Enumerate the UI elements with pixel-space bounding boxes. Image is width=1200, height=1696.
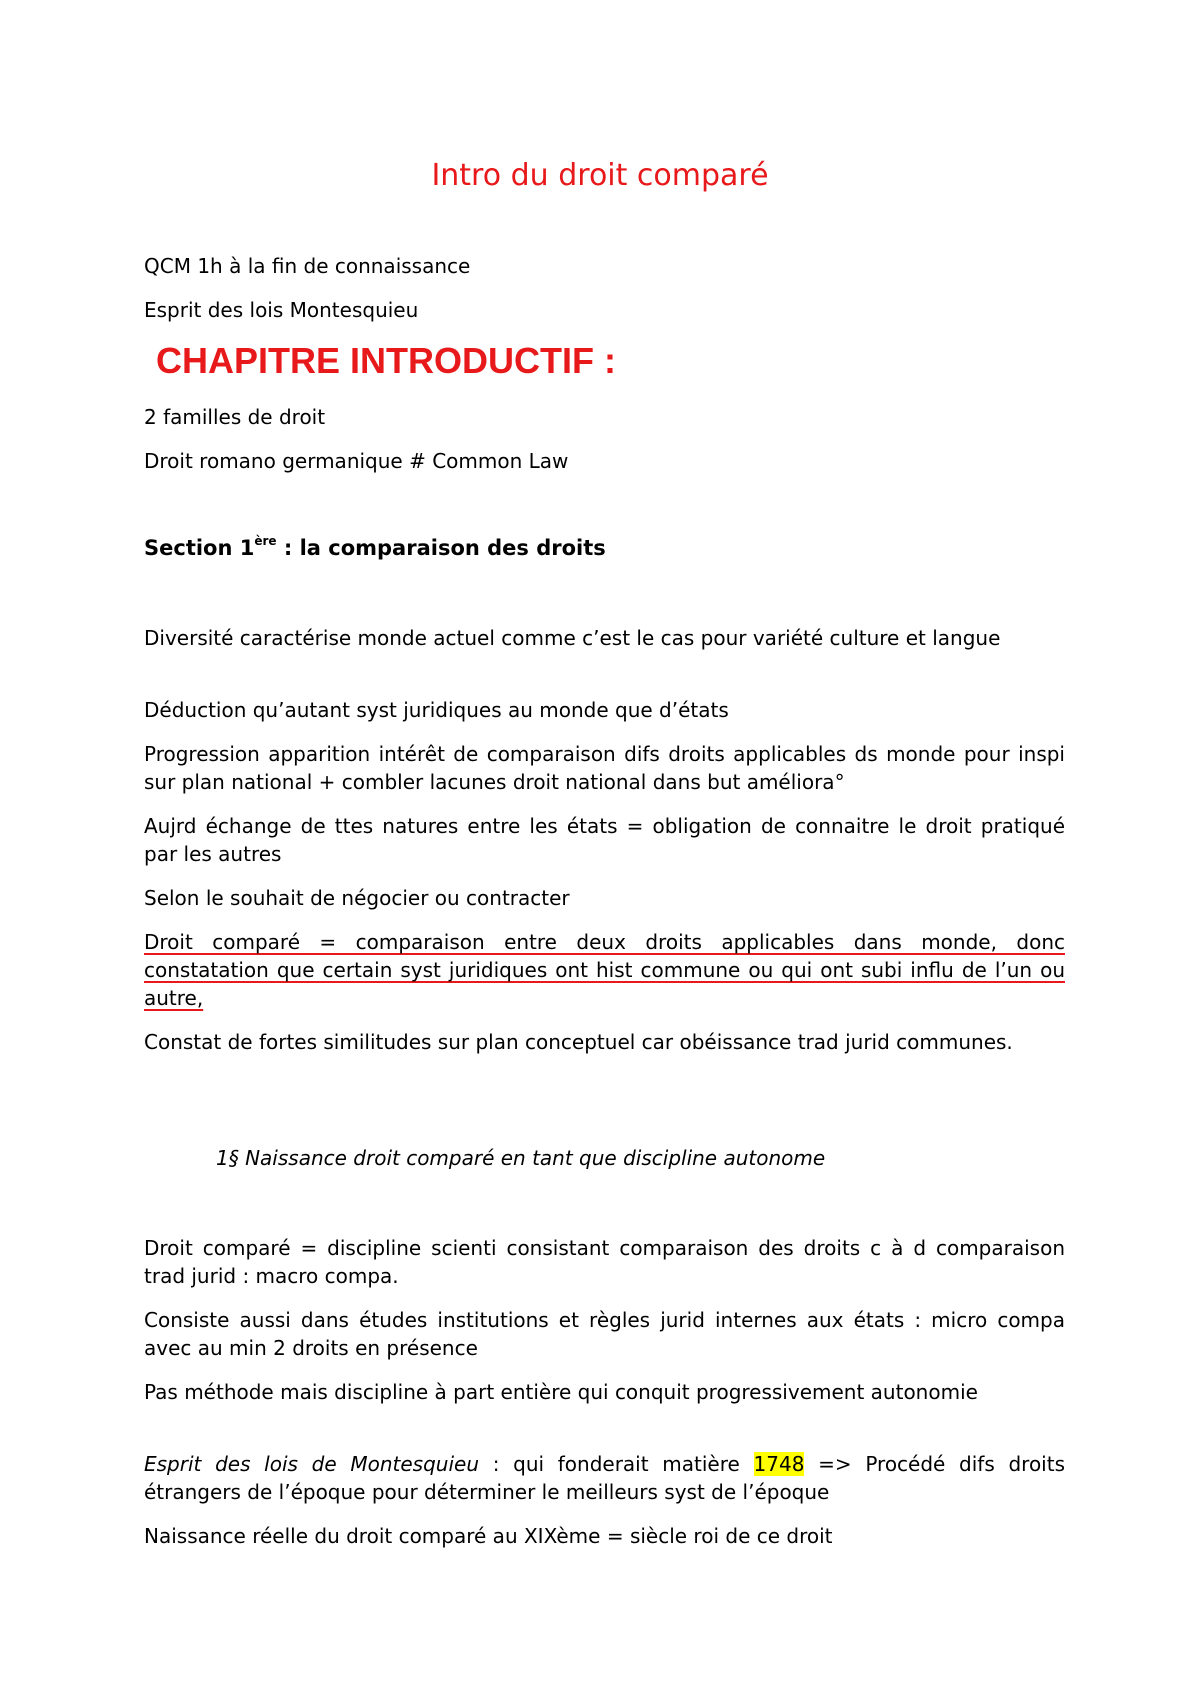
paragraph: Naissance réelle du droit comparé au XIXème = siècle roi de ce droit xyxy=(144,1524,833,1548)
paragraph-montesquieu xyxy=(144,1450,1065,1506)
montesquieu-text-end: => Procédé difs droits étrangers de l’époque pour déterminer le meilleurs syst de l’époque xyxy=(144,1452,1065,1504)
section-heading xyxy=(144,534,606,560)
paragraph: Droit comparé = discipline scienti consistant comparaison des droits c à d comparaison trad jurid : macro compa. xyxy=(144,1236,1065,1288)
intro-line: QCM 1h à la fin de connaissance xyxy=(144,254,471,278)
chapter-heading: CHAPITRE INTRODUCTIF : xyxy=(156,340,616,381)
families-line: Droit romano germanique # Common Law xyxy=(144,449,569,473)
families-line: 2 familles de droit xyxy=(144,405,326,429)
paragraph: Selon le souhait de négocier ou contracter xyxy=(144,886,570,910)
section-sup: ère xyxy=(254,534,277,548)
paragraph: Progression apparition intérêt de comparaison difs droits applicables ds monde pour inspi sur plan national + combler lacunes droit national dans but améliora° xyxy=(144,742,1065,794)
paragraph: Diversité caractérise monde actuel comme c’est le cas pour variété culture et langue xyxy=(144,626,1001,650)
document-title: Intro du droit comparé xyxy=(431,158,769,193)
paragraph: Consiste aussi dans études institutions et règles jurid internes aux états : micro compa avec au min 2 droits en présence xyxy=(144,1308,1065,1360)
paragraph: Constat de fortes similitudes sur plan conceptuel car obéissance trad jurid communes. xyxy=(144,1030,1013,1054)
montesquieu-text: : qui fonderait matière xyxy=(479,1452,754,1476)
paragraph: Aujrd échange de ttes natures entre les états = obligation de connaitre le droit pratiqué par les autres xyxy=(144,814,1065,866)
section-prefix: Section 1 xyxy=(144,536,255,560)
subsection-heading: 1§ Naissance droit comparé en tant que discipline autonome xyxy=(216,1146,826,1170)
paragraph: Pas méthode mais discipline à part entière qui conquit progressivement autonomie xyxy=(144,1380,978,1404)
intro-line: Esprit des lois Montesquieu xyxy=(144,298,419,322)
underlined-text: Droit comparé = comparaison entre deux droits applicables dans monde, donc constatation que certain syst juridiques ont hist commune ou qui ont subi influ de l’un ou autre, xyxy=(144,930,1065,1010)
paragraph-underlined xyxy=(144,928,1065,1012)
montesquieu-title: Esprit des lois de Montesquieu xyxy=(144,1452,479,1476)
highlighted-year: 1748 xyxy=(753,1452,805,1476)
section-suffix: : la comparaison des droits xyxy=(276,536,606,560)
paragraph: Déduction qu’autant syst juridiques au monde que d’états xyxy=(144,698,729,722)
